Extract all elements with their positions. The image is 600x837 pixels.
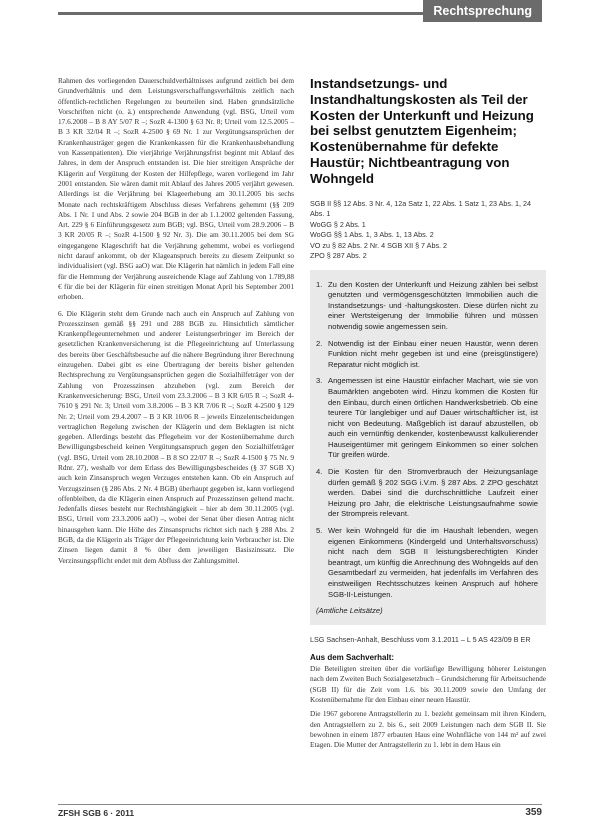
guideline-text: Notwendig ist der Einbau einer neuen Haustür, wenn deren Funktion nicht mehr gegeben ist und eine (preisgünstigere) Reparatur nicht möglich ist. xyxy=(328,338,538,369)
facts-body xyxy=(310,664,546,750)
footer-rule xyxy=(58,804,542,805)
guideline-number: 5. xyxy=(316,526,323,536)
right-column xyxy=(310,76,546,754)
guideline-item xyxy=(316,280,538,333)
left-column xyxy=(58,76,294,572)
guideline-text: Angemessen ist eine Haustür einfacher Machart, wie sie von Baumärkten angeboten wird. Hinzu kommen die Kosten für den Einbau, durch einen örtlichen Handwerksbetrieb. Ob eine teurere Tür langlebiger und auf Dauer wirtschaftlicher ist, ist nicht von Bedeutung. Maßgeblich ist darauf abzustellen, ob auch ein vernünftig denkender, kostenbewusst kalkulierender Hauseigentümer mit geringem Einkommen so einer solchen Tür greifen würde. xyxy=(328,376,538,460)
guideline-number: 1. xyxy=(316,279,323,289)
facts-paragraph: Die 1967 geborene Antragstellerin zu 1. bezieht gemeinsam mit ihren Kindern, den Antragstellern zu 2. bis 6., seit 2009 Leistungen nach dem SGB II. Sie bewohnen in einem 1877 erbauten Haus eine Wohnfläche von 144 m² auf zwei Etagen. Die Mutter der Antragstellerin zu 1. lebt in dem Haus ein xyxy=(310,709,546,750)
left-paragraph: 6. Die Klägerin steht dem Grunde nach auch ein Anspruch auf Zahlung von Prozesszinsen gemäß §§ 291 und 288 BGB zu. Hinsichtlich sämtlicher Krankenpflegeunternehmen und anderer Leistungserbringer im Bereich der gesetzlichen Krankenversicherung ist die Pflegeeinrichtung auf Unterlassung des bereits über Geschäftsbesuche auf die nähere Begründung ihrer Berechnung einzugehen. Dabei gibt es eine Übertragung der bereits bisher geltenden Rechtsprechung zu Vergütungsansprüchen gegen die Sozialhilfeträger von der Zahlung von Prozesszinsen abzuheben (vgl. zum Bereich der Krankenversicherung: BSG, Urteil vom 23.3.2006 – B 3 KR 6/05 R –; SozR 4-7610 § 291 Nr. 3; Urteil vom 3.8.2006 – B 3 KR 7/06 R –; SozR 4-2500 § 129 Nr. 2; Urteil vom 29.4.2007 – B 3 KR 10/06 R – jeweils Einzelentscheidungen vertraglichen Regelung zwischen der Klägerin und dem Beklagten ist nicht gegeben. Allerdings besteht das Pflegeheim vor der Kostenübernahme durch Bewilligungsbescheid keinen Vergütungsanspruch gegen den Sozialhilfeträger (vgl. BSG, Urteil vom 28.10.2008 – B 8 SO 22/07 R –; SozR 4-1500 § 75 Nr. 9 Rdnr. 27), weshalb vor dem Erlass des Bewilligungsbescheides (§ 37 SGB X) auch kein Zinsanspruch wegen Verzuges entstehen kann. Ob ein Anspruch auf Verzugszinsen (§ 286 Abs. 2 Nr. 4 BGB) überhaupt gegeben ist, kann vorliegend offenbleiben, da die Klägerin einen Anspruch auf Prozesszinsen geltend macht. Jedenfalls dieses besteht nur Rechtshängigkeit – hier ab dem 30.11.2005 (vgl. BSG, Urteil vom 23.3.2006 aaO) –, wobei der Senat über diesen Antrag nicht hinausgehen kann. Die Höhe des Zinsanspruchs richtet sich nach § 288 Abs. 2 BGB, da die Klägerin als Träger der Pflegeeinrichtung kein Verbraucher ist. Die Zinsen liegen damit 8 % über dem jeweiligen Basiszinssatz. Die Verzinsungspflicht endet mit dem Abfluss der Zahlungsmittel. xyxy=(58,308,294,565)
decision-citation: LSG Sachsen-Anhalt, Beschluss vom 3.1.2011 – L 5 AS 423/09 B ER xyxy=(310,634,531,644)
guideline-number: 3. xyxy=(316,376,323,386)
guideline-item xyxy=(316,467,538,520)
guideline-item xyxy=(316,376,538,461)
journal-name: ZFSH SGB 6 · 2011 xyxy=(58,808,135,818)
norm-line: SGB II §§ 12 Abs. 3 Nr. 4, 12a Satz 1, 22 Abs. 1 Satz 1, 23 Abs. 1, 24 Abs. 1 xyxy=(310,198,531,219)
official-headnotes-label: (Amtliche Leitsätze) xyxy=(316,606,383,616)
left-paragraph: Rahmen des vorliegenden Dauerschuldverhältnisses aufgrund zeitlich bei dem Grundverhältnis und dem Leistungsverschaffungsverhältnis zeitlich nach öffentlich-rechtlichen Regelungen zu beurteilen sind. Haben grundsätzliche Vorschriften nicht (o. ä.) entsprechende Anwendung (vgl. BSG, Urteil vom 17.6.2008 – B 8 AY 5/07 R –; SozR 4-1300 § 63 Nr. 8; Urteil vom 12.5.2005 – B 3 KR 32/04 R –; SozR 4-2500 § 69 Nr. 1 zur Vergütungsansprüchen der Krankenhausträger gegen die Krankenkassen für die Krankenhausbehandlung von Kassenpatienten). Die vierjährige Verjährungsfrist beginnt mit Ablauf des Jahres, in dem der Anspruch entstanden ist. Die hier streitigen Ansprüche der Klägerin auf Vergütung der Kosten der Hilfepflege, waren vorliegend im Jahr 2001 entstanden. Sie wären damit mit Ablauf des Jahres 2005 verjährt gewesen. Allerdings ist die Verjährung bei Klageerhebung am 30.11.2005 bis sechs Monate nach rechtskräftigem Abschluss dieses Verfahrens gehemmt (§§ 209 Abs. 1 Nr. 1 und Abs. 2 sowie 204 BGB in der ab 1.1.2002 geltenden Fassung, Art. 229 § 6 Einführungsgesetz zum BGB; vgl. BSG, Urteil vom 28.9.2006 – B 3 KR 20/05 R –; SozR 4-1500 § 92 Nr. 3). Die am 30.11.2005 bei dem SG eingegangene Klageschrift hat die Verjährung gehemmt, wobei es vorliegend nicht darauf ankommt, ob der Klageanspruch bereits zu diesem Zeitpunkt so individualisiert (vgl. BSG aaO) war. Die Klägerin hat nämlich in jedem Fall eine für die Hemmung der Verjährung ausreichende Klage auf Zahlung von 1.789,88 € für die bei der Klägerin für einen streitigen Monat April bis September 2001 erhoben. xyxy=(58,76,294,302)
guideline-text: Zu den Kosten der Unterkunft und Heizung zählen bei selbst genutzten und vermögensgeschützten Immobilien auch die Instandsetzungs- und -haltungskosten. Diese dürfen nicht zu einer Wertsteigerung der Immobilie führen und müssen notwendig sowie angemessen sein. xyxy=(328,279,538,331)
guideline-text: Die Kosten für den Stromverbrauch der Heizungsanlage dürfen gemäß § 202 SGG i.V.m. § 287 Abs. 2 ZPO geschätzt werden. Dabei sind die durchschnittliche Laufzeit einer Heizung pro Jahr, die elektrische Leistungsaufnahme sowie der Strompreis relevant. xyxy=(328,467,538,519)
facts-paragraph: Die Beteiligten streiten über die vorläufige Bewilligung höherer Leistungen nach dem Zweiten Buch Sozialgesetzbuch – Grundsicherung für Arbeitsuchende (SGB II) für die Zeit vom 1.6. bis 30.11.2009 sowie den Umfang der Kostenübernahme für den Einbau einer neuen Haustür. xyxy=(310,664,546,704)
guideline-number: 2. xyxy=(316,338,323,348)
guideline-item xyxy=(316,339,538,371)
guideline-text: Wer kein Wohngeld für die im Haushalt lebenden, wegen eigenen Einkommens (Kindergeld und Unterhaltsvorschuss) nicht nach dem SGB II leistungsberechtigten Kinder beantragt, um künftig die Anrechnung des Wohngelds auf den Gesamtbedarf zu vermeiden, hat jedenfalls im Verfahren des einstweiligen Rechtsschutzes keinen Anspruch auf höhere SGB-II-Leistungen. xyxy=(328,526,538,599)
facts-heading: Aus dem Sachverhalt: xyxy=(310,653,395,663)
guideline-item xyxy=(316,526,538,600)
section-label: Rechtsprechung xyxy=(423,0,542,22)
norm-line: WoGG § 2 Abs. 1 xyxy=(310,219,366,229)
article-title: Instandsetzungs- und Instandhaltungskosten als Teil der Kosten der Unterkunft und Heizung bei selbst genutztem Eigenheim; Kostenübernahme für defekte Haustür; Nichtbeantragung von Wohngeld xyxy=(310,76,534,186)
norms-list xyxy=(310,199,546,262)
page-number: 359 xyxy=(525,807,542,818)
norm-line: VO zu § 82 Abs. 2 Nr. 4 SGB XII § 7 Abs. 2 xyxy=(310,240,448,250)
guideline-number: 4. xyxy=(316,467,323,477)
guidelines-box xyxy=(310,270,546,625)
norm-line: WoGG §§ 1 Abs. 1, 3 Abs. 1, 13 Abs. 2 xyxy=(310,230,434,240)
norm-line: ZPO § 287 Abs. 2 xyxy=(310,251,367,261)
